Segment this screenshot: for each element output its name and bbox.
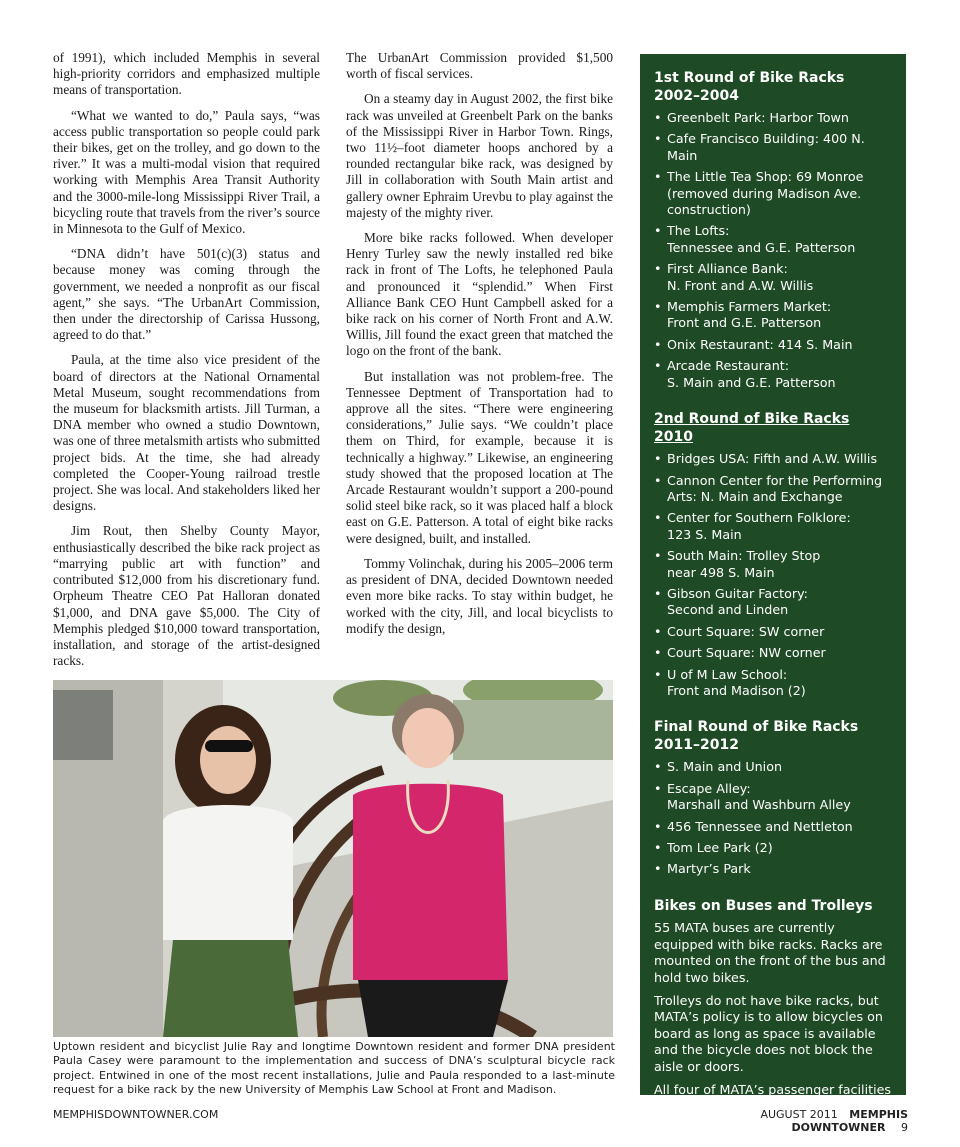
bullet-icon: • bbox=[654, 759, 662, 775]
bike-rack-location bbox=[654, 861, 892, 877]
bike-rack-location bbox=[654, 586, 892, 619]
bullet-icon: • bbox=[654, 510, 662, 526]
location-text: Cafe Francisco Building: 400 N. Main bbox=[667, 131, 865, 163]
footer-right bbox=[668, 1108, 908, 1134]
bike-rack-location bbox=[654, 510, 892, 543]
footer-issue: AUGUST 2011 bbox=[760, 1108, 838, 1121]
location-text: U of M Law School: Front and Madison (2) bbox=[667, 666, 806, 698]
location-text: Tom Lee Park (2) bbox=[667, 840, 773, 855]
bike-rack-location bbox=[654, 131, 892, 164]
photo-illustration bbox=[53, 680, 613, 1037]
location-text: Court Square: SW corner bbox=[667, 623, 825, 639]
bike-rack-location bbox=[654, 645, 892, 661]
bike-rack-location bbox=[654, 667, 892, 700]
location-text: Onix Restaurant: 414 S. Main bbox=[667, 336, 853, 352]
bullet-icon: • bbox=[654, 261, 662, 277]
location-text: South Main: Trolley Stop near 498 S. Main bbox=[667, 548, 821, 580]
bike-rack-location bbox=[654, 840, 892, 856]
woman-right-face bbox=[402, 708, 454, 768]
bullet-icon: • bbox=[654, 840, 662, 855]
bike-rack-location bbox=[654, 781, 892, 814]
article-column-1 bbox=[53, 50, 320, 678]
bullet-icon: • bbox=[654, 623, 662, 639]
bullet-icon: • bbox=[654, 131, 662, 147]
woman-right-pants bbox=[358, 980, 508, 1037]
bike-rack-sidebar bbox=[640, 54, 906, 1114]
bullet-icon: • bbox=[654, 548, 662, 564]
article-column-2 bbox=[346, 50, 613, 646]
buses-paragraph: All four of MATA’s passenger facilities have bike racks. bbox=[654, 1081, 892, 1114]
bike-rack-location bbox=[654, 473, 892, 506]
location-text: The Little Tea Shop: 69 Monroe (removed during Madison Ave. construction) bbox=[667, 169, 864, 218]
bike-rack-location bbox=[654, 299, 892, 332]
bullet-icon: • bbox=[654, 358, 662, 374]
location-text: Gibson Guitar Factory: Second and Linden bbox=[667, 585, 808, 618]
woman-left-face bbox=[200, 726, 256, 794]
bike-rack-location bbox=[654, 624, 892, 640]
photo-julie-and-paula bbox=[53, 680, 613, 1037]
article-paragraph: Tommy Volinchak, during his 2005–2006 term as president of DNA, decided Downtown needed even more bike racks. To stay within budget, he worked with the city, Jill, and local bicyclists to modify the design, bbox=[346, 555, 613, 636]
article-paragraph: The UrbanArt Commission provided $1,500 worth of fiscal services. bbox=[346, 50, 613, 82]
planter-area bbox=[453, 700, 613, 760]
bike-rack-location bbox=[654, 337, 892, 353]
bike-rack-location bbox=[654, 261, 892, 294]
buses-paragraph: 55 MATA buses are currently equipped with bike racks. Racks are mounted on the front of the bus and hold two bikes. bbox=[654, 920, 886, 985]
bullet-icon: • bbox=[654, 299, 662, 315]
bullet-icon: • bbox=[654, 780, 662, 796]
bullet-icon: • bbox=[654, 585, 662, 601]
location-text: The Lofts: Tennessee and G.E. Patterson bbox=[667, 223, 856, 255]
bike-rack-location bbox=[654, 759, 892, 775]
bullet-icon: • bbox=[654, 169, 662, 185]
buses-paragraphs bbox=[654, 920, 892, 1114]
location-text: Arcade Restaurant: S. Main and G.E. Patterson bbox=[667, 358, 836, 390]
round1-heading: 1st Round of Bike Racks 2002–2004 bbox=[654, 70, 845, 104]
location-text: S. Main and Union bbox=[667, 759, 782, 775]
bike-rack-location bbox=[654, 223, 892, 256]
bike-rack-location bbox=[654, 451, 892, 467]
woman-left-shirt bbox=[163, 805, 293, 940]
footer-page-number: 9 bbox=[901, 1121, 908, 1134]
buses-paragraph: Trolleys do not have bike racks, but MATA’s policy is to allow bicycles on board as long as space is available and the bicycle does not block the aisle or doors. bbox=[654, 992, 883, 1074]
article-paragraph: Jim Rout, then Shelby County Mayor, enthusiastically described the bike rack project as “marrying public art with function” and contributed $12,000 from his discretionary fund. Orpheum Theatre CEO Pat Halloran donated $1,000, and DNA gave $5,000. The City of Memphis pledged $10,000 toward transportation, installation, and storage of the artist-designed racks. bbox=[53, 523, 320, 669]
buses-section bbox=[654, 898, 892, 1115]
location-text: Greenbelt Park: Harbor Town bbox=[667, 110, 849, 125]
article-paragraph: “DNA didn’t have 501(c)(3) status and because money was coming through the government, we needed a nonprofit as our fiscal agent,” she says. “The UrbanArt Commission, then under the directorship of Carissa Hussong, agreed to do that.” bbox=[53, 246, 320, 343]
bullet-icon: • bbox=[654, 861, 662, 877]
woman-left-skirt bbox=[163, 940, 298, 1037]
location-text: First Alliance Bank: N. Front and A.W. Willis bbox=[667, 261, 814, 293]
bullet-icon: • bbox=[654, 645, 662, 661]
round2-section bbox=[654, 411, 892, 699]
round2-heading: 2nd Round of Bike Racks 2010 bbox=[654, 411, 850, 445]
bullet-icon: • bbox=[654, 666, 662, 682]
article-paragraph: of 1991), which included Memphis in several high-priority corridors and emphasized multiple means of transportation. bbox=[53, 50, 320, 98]
location-text: Memphis Farmers Market: Front and G.E. Patterson bbox=[667, 299, 832, 331]
location-text: Court Square: NW corner bbox=[667, 645, 826, 661]
location-text: Escape Alley: Marshall and Washburn Alley bbox=[667, 780, 851, 813]
article-paragraph: But installation was not problem-free. The Tennessee Deptment of Transportation had to approve all the sites. “There were engineering considerations,” Julie says. “We couldn’t place them on Third, for example, because it is technically a highway.” Likewise, an engineering study showed that the proposed location at The Arcade Restaurant wouldn’t support a 200-pound solid steel bike rack, so it was placed half a block east on G.E. Patterson. A total of eight bike racks were designed, built, and installed. bbox=[346, 368, 613, 546]
photo-caption: Uptown resident and bicyclist Julie Ray and longtime Downtown resident and former DNA president Paula Casey were paramount to the implementation and success of DNA’s sculptural bicycle rack project. Entwined in one of the most recent installations, Julie and Paula responded to a last-minute request for a bike rack by the new University of Memphis Law School at Front and Madison. bbox=[53, 1040, 615, 1096]
buses-heading: Bikes on Buses and Trolleys bbox=[654, 897, 873, 914]
bike-rack-location bbox=[654, 169, 892, 218]
bike-rack-location bbox=[654, 819, 892, 835]
bullet-icon: • bbox=[654, 451, 662, 467]
sunglasses bbox=[205, 740, 253, 752]
building-window bbox=[53, 690, 113, 760]
round2-list bbox=[654, 451, 892, 699]
location-text: Bridges USA: Fifth and A.W. Willis bbox=[667, 451, 878, 467]
bike-rack-location bbox=[654, 110, 892, 126]
bullet-icon: • bbox=[654, 472, 662, 488]
bullet-icon: • bbox=[654, 818, 662, 834]
final-heading: Final Round of Bike Racks 2011–2012 bbox=[654, 719, 859, 753]
article-paragraph: On a steamy day in August 2002, the first bike rack was unveiled at Greenbelt Park on the banks of the Mississippi River in Harbor Town. Rings, two 11½–foot diameter hoops anchored by a rounded rectangular bike rack, was designed by Jill in collaboration with South Main artist and gallery owner Ephraim Urevbu to play against the majesty of the mighty river. bbox=[346, 91, 613, 220]
article-paragraph: “What we wanted to do,” Paula says, “was access public transportation so people could park their bikes, get on the trolley, and go down to the river.” It was a multi-modal vision that required working with Memphis Area Transit Authority and the 3000-mile-long Mississippi River Trail, a bicycling route that travels from the river’s source in Minnesota to the Gulf of Mexico. bbox=[53, 107, 320, 237]
final-section bbox=[654, 719, 892, 877]
round1-list bbox=[654, 110, 892, 391]
bullet-icon: • bbox=[654, 110, 662, 125]
article-paragraph: More bike racks followed. When developer Henry Turley saw the newly installed red bike rack in front of The Lofts, he telephoned Paula and pronounced it “splendid.” When First Alliance Bank CEO Hunt Campbell asked for a bike rack on his corner of North Front and A.W. Willis, Jill found the exact green that matched the logo on the front of the bank. bbox=[346, 230, 613, 359]
footer-magazine: MEMPHIS DOWNTOWNER bbox=[791, 1108, 908, 1134]
footer-site: MEMPHISDOWNTOWNER.COM bbox=[53, 1108, 219, 1121]
bullet-icon: • bbox=[654, 223, 662, 239]
article-paragraph: Paula, at the time also vice president of the board of directors at the National Ornamental Metal Museum, sought recommendations from the museum for blacksmith artists. Jill Turman, a DNA member who owned a studio Downtown, was one of three metalsmith artists who submitted project bids. At the time, she had already completed the Cooper-Young railroad trestle project. She was local. And stakeholders liked her designs. bbox=[53, 352, 320, 514]
bullet-icon: • bbox=[654, 336, 662, 352]
woman-right-shirt bbox=[353, 784, 508, 980]
location-text: 456 Tennessee and Nettleton bbox=[667, 818, 853, 834]
location-text: Center for Southern Folklore: 123 S. Main bbox=[667, 510, 851, 542]
location-text: Cannon Center for the Performing Arts: N. Main and Exchange bbox=[667, 472, 883, 504]
round1-section bbox=[654, 70, 892, 391]
final-list bbox=[654, 759, 892, 877]
location-text: Martyr’s Park bbox=[667, 861, 751, 877]
bike-rack-location bbox=[654, 548, 892, 581]
bike-rack-location bbox=[654, 358, 892, 391]
